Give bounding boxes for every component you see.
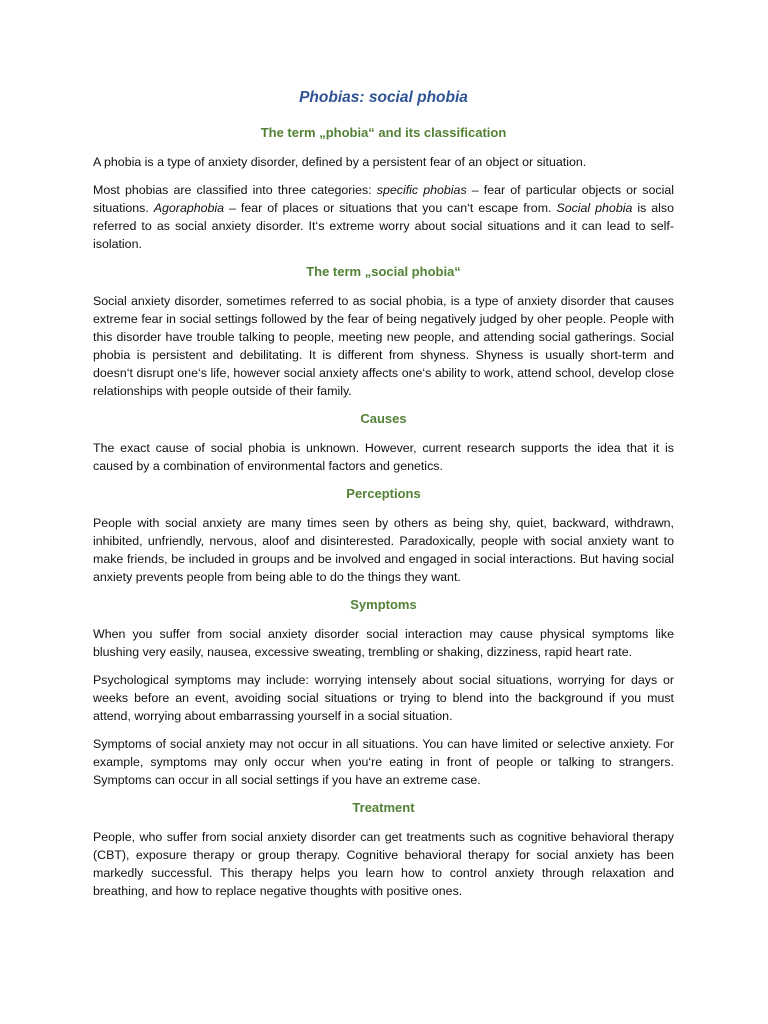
term-agoraphobia: Agoraphobia [153, 201, 225, 215]
section-social-phobia-term [93, 263, 674, 400]
section-perceptions [93, 485, 674, 586]
paragraph: The exact cause of social phobia is unknown. However, current research supports the idea that it is caused by a combination of environmental factors and genetics. [93, 441, 674, 473]
paragraph: Social anxiety disorder, sometimes referred to as social phobia, is a type of anxiety disorder that causes extreme fear in social settings followed by the fear of being negatively judged by oher people. People with this disorder have trouble talking to people, meeting new people, and attending social gatherings. Social phobia is persistent and debilitating. It is different from shyness. Shyness is usually short-term and doesn‘t disrupt one‘s life, however social anxiety affects one‘s ability to work, attend school, develop close relationships with people outside of their family. [93, 294, 674, 398]
paragraph: People with social anxiety are many times seen by others as being shy, quiet, backward, withdrawn, inhibited, unfriendly, nervous, aloof and disinterested. Paradoxically, people with social anxiety want to make friends, be included in groups and be involved and engaged in social interactions. But having social anxiety prevents people from being able to do the things they want. [93, 516, 674, 584]
section-heading: Causes [360, 411, 407, 426]
paragraph: People, who suffer from social anxiety disorder can get treatments such as cognitive behavioral therapy (CBT), exposure therapy or group therapy. Cognitive behavioral therapy for social anxiety has been markedly successful. This therapy helps you learn how to control anxiety through relaxation and breathing, and how to replace negative thoughts with positive ones. [93, 830, 674, 898]
section-heading: The term „social phobia“ [306, 264, 461, 279]
section-phobia-classification [93, 124, 674, 253]
section-heading: The term „phobia“ and its classification [260, 125, 507, 140]
paragraph: Symptoms of social anxiety may not occur in all situations. You can have limited or selective anxiety. For example, symptoms may only occur when you‘re eating in front of people or talking to strangers. Symptoms can occur in all social settings if you have an extreme case. [93, 737, 674, 787]
paragraph-categories [93, 181, 674, 253]
paragraph-text: Most phobias are classified into three categories: [93, 183, 377, 197]
term-social-phobia: Social phobia [556, 201, 633, 215]
paragraph-text: is also referred to as social anxiety disorder. It‘s extreme worry about social situations and it can lead to self-isolation. [93, 201, 674, 251]
section-treatment [93, 799, 674, 900]
section-heading: Perceptions [346, 486, 421, 501]
section-causes [93, 410, 674, 475]
section-heading: Symptoms [350, 597, 417, 612]
section-heading: Treatment [352, 800, 415, 815]
paragraph: When you suffer from social anxiety disorder social interaction may cause physical symptoms like blushing very easily, nausea, excessive sweating, trembling or shaking, dizziness, rapid heart rate. [93, 627, 674, 659]
paragraph-text: – fear of particular objects or social situations. [93, 183, 674, 215]
document-title: Phobias: social phobia [299, 89, 468, 106]
section-symptoms [93, 596, 674, 789]
paragraph: Psychological symptoms may include: worrying intensely about social situations, worrying for days or weeks before an event, avoiding social situations or trying to blend into the background if you must attend, worrying about embarrassing yourself in a social situation. [93, 673, 674, 723]
term-specific-phobias: specific phobias [376, 183, 467, 197]
paragraph: A phobia is a type of anxiety disorder, defined by a persistent fear of an object or situation. [93, 155, 587, 169]
paragraph-text: – fear of places or situations that you can‘t escape from. [224, 201, 557, 215]
